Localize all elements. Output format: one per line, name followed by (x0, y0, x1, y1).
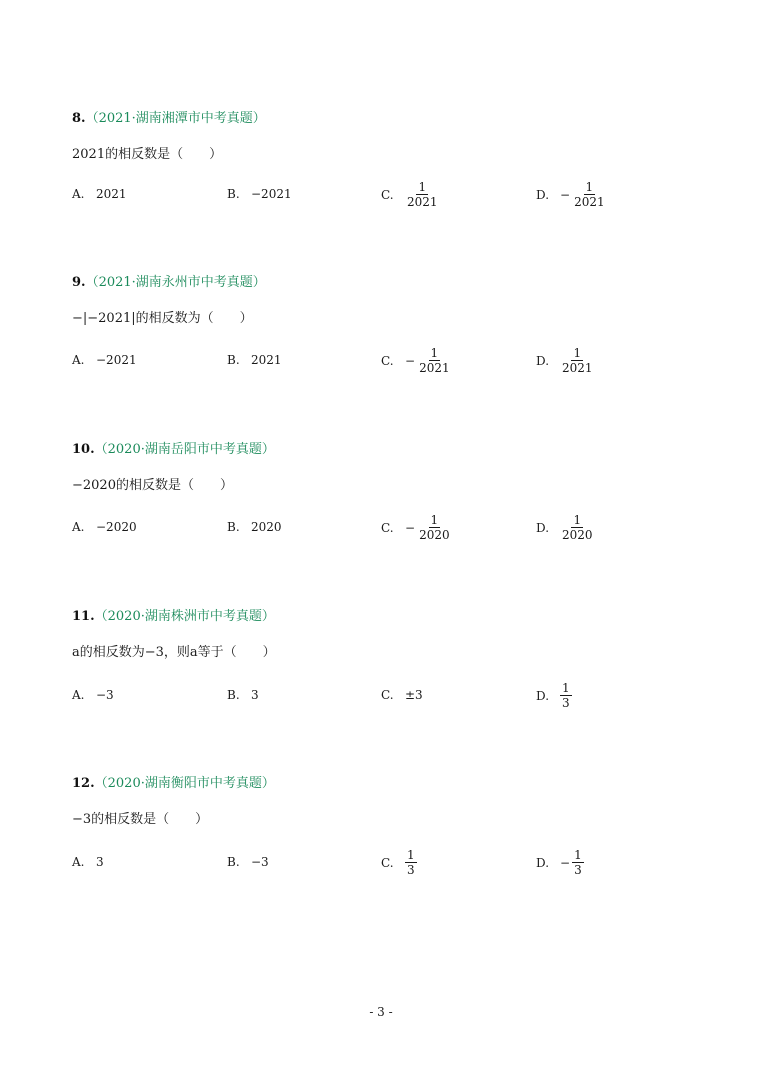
fraction (405, 848, 417, 877)
fraction (572, 180, 607, 209)
option-value: 3 (96, 855, 104, 869)
question-number: 8. (72, 111, 86, 126)
fraction-denominator: 2020 (419, 528, 450, 542)
option-value: −3 (251, 855, 269, 869)
fraction-denominator: 2021 (419, 361, 450, 375)
question-source: （2020·湖南株洲市中考真题） (94, 609, 275, 624)
option-a[interactable] (72, 519, 137, 535)
question-stem: −2020的相反数是（ ） (72, 478, 233, 493)
fraction-numerator: 1 (573, 346, 582, 360)
option-b[interactable] (227, 854, 269, 870)
minus-sign: − (560, 187, 571, 202)
option-letter: B. (227, 187, 240, 201)
option-value: −2021 (96, 353, 137, 367)
option-value: 2021 (96, 187, 127, 201)
option-d[interactable] (536, 848, 584, 877)
option-letter: D. (536, 520, 550, 535)
option-a[interactable] (72, 352, 137, 368)
option-letter: B. (227, 353, 240, 367)
fraction-denominator: 2020 (562, 528, 593, 542)
question-source: （2020·湖南衡阳市中考真题） (94, 776, 275, 791)
question-10 (72, 441, 692, 542)
option-letter: A. (72, 688, 85, 702)
option-c[interactable] (381, 180, 440, 209)
option-d[interactable] (536, 180, 607, 209)
option-a[interactable] (72, 854, 104, 870)
option-b[interactable] (227, 186, 292, 202)
option-letter: B. (227, 855, 240, 869)
option-c[interactable] (381, 513, 452, 542)
question-number: 9. (72, 275, 86, 290)
question-header (72, 441, 692, 459)
option-value: −2020 (96, 520, 137, 534)
option-letter: D. (536, 855, 550, 870)
fraction (572, 848, 584, 877)
option-value: −2021 (251, 187, 292, 201)
option-value: −3 (96, 688, 114, 702)
fraction (405, 180, 440, 209)
option-letter: C. (381, 353, 394, 368)
fraction-denominator: 2021 (574, 195, 605, 209)
fraction-numerator: 1 (574, 848, 582, 862)
fraction-denominator: 3 (407, 863, 415, 877)
fraction-denominator: 3 (574, 863, 582, 877)
option-c[interactable] (381, 346, 452, 375)
option-letter: A. (72, 187, 85, 201)
fraction-numerator: 1 (430, 346, 439, 360)
option-letter: A. (72, 855, 85, 869)
option-letter: C. (381, 855, 394, 870)
option-value: 2020 (251, 520, 282, 534)
option-c[interactable] (381, 687, 423, 703)
option-letter: B. (227, 688, 240, 702)
question-source: （2020·湖南岳阳市中考真题） (94, 442, 275, 457)
option-b[interactable] (227, 687, 259, 703)
fraction-numerator: 1 (573, 513, 582, 527)
option-d[interactable] (536, 346, 595, 375)
question-header (72, 775, 692, 793)
fraction-denominator: 3 (562, 696, 570, 710)
fraction-numerator: 1 (430, 513, 439, 527)
question-8 (72, 110, 692, 209)
option-value: 2021 (251, 353, 282, 367)
question-number: 11. (72, 609, 95, 624)
question-header (72, 274, 692, 292)
question-number: 10. (72, 442, 95, 457)
question-stem: 2021的相反数是（ ） (72, 147, 223, 162)
question-number: 12. (72, 776, 95, 791)
option-b[interactable] (227, 352, 282, 368)
option-letter: D. (536, 688, 550, 703)
option-letter: D. (536, 187, 550, 202)
question-9 (72, 274, 692, 375)
option-value: ±3 (405, 688, 423, 702)
fraction (560, 513, 595, 542)
option-c[interactable] (381, 848, 417, 877)
question-stem: −3的相反数是（ ） (72, 812, 209, 827)
option-letter: D. (536, 353, 550, 368)
minus-sign: − (405, 520, 416, 535)
option-value: 3 (251, 688, 259, 702)
option-b[interactable] (227, 519, 282, 535)
option-letter: A. (72, 353, 85, 367)
page-number: - 3 - (369, 1005, 393, 1019)
fraction-numerator: 1 (562, 681, 570, 695)
fraction-numerator: 1 (585, 180, 594, 194)
fraction-denominator: 2021 (562, 361, 593, 375)
fraction (417, 513, 452, 542)
question-header (72, 608, 692, 626)
option-letter: C. (381, 688, 394, 702)
fraction-denominator: 2021 (407, 195, 438, 209)
option-letter: A. (72, 520, 85, 534)
question-stem: a的相反数为−3，则a等于（ ） (72, 645, 276, 660)
question-header (72, 110, 692, 128)
minus-sign: − (560, 855, 571, 870)
fraction (560, 346, 595, 375)
option-d[interactable] (536, 681, 572, 710)
question-source: （2021·湖南湘潭市中考真题） (85, 111, 266, 126)
option-d[interactable] (536, 513, 595, 542)
fraction-numerator: 1 (418, 180, 427, 194)
option-a[interactable] (72, 687, 114, 703)
question-source: （2021·湖南永州市中考真题） (85, 275, 266, 290)
option-letter: B. (227, 520, 240, 534)
option-a[interactable] (72, 186, 127, 202)
fraction-numerator: 1 (407, 848, 415, 862)
question-stem: −|−2021|的相反数为（ ） (72, 311, 253, 326)
option-letter: C. (381, 520, 394, 535)
question-11 (72, 608, 692, 710)
fraction (417, 346, 452, 375)
fraction (560, 681, 572, 710)
option-letter: C. (381, 187, 394, 202)
minus-sign: − (405, 353, 416, 368)
question-12 (72, 775, 692, 877)
